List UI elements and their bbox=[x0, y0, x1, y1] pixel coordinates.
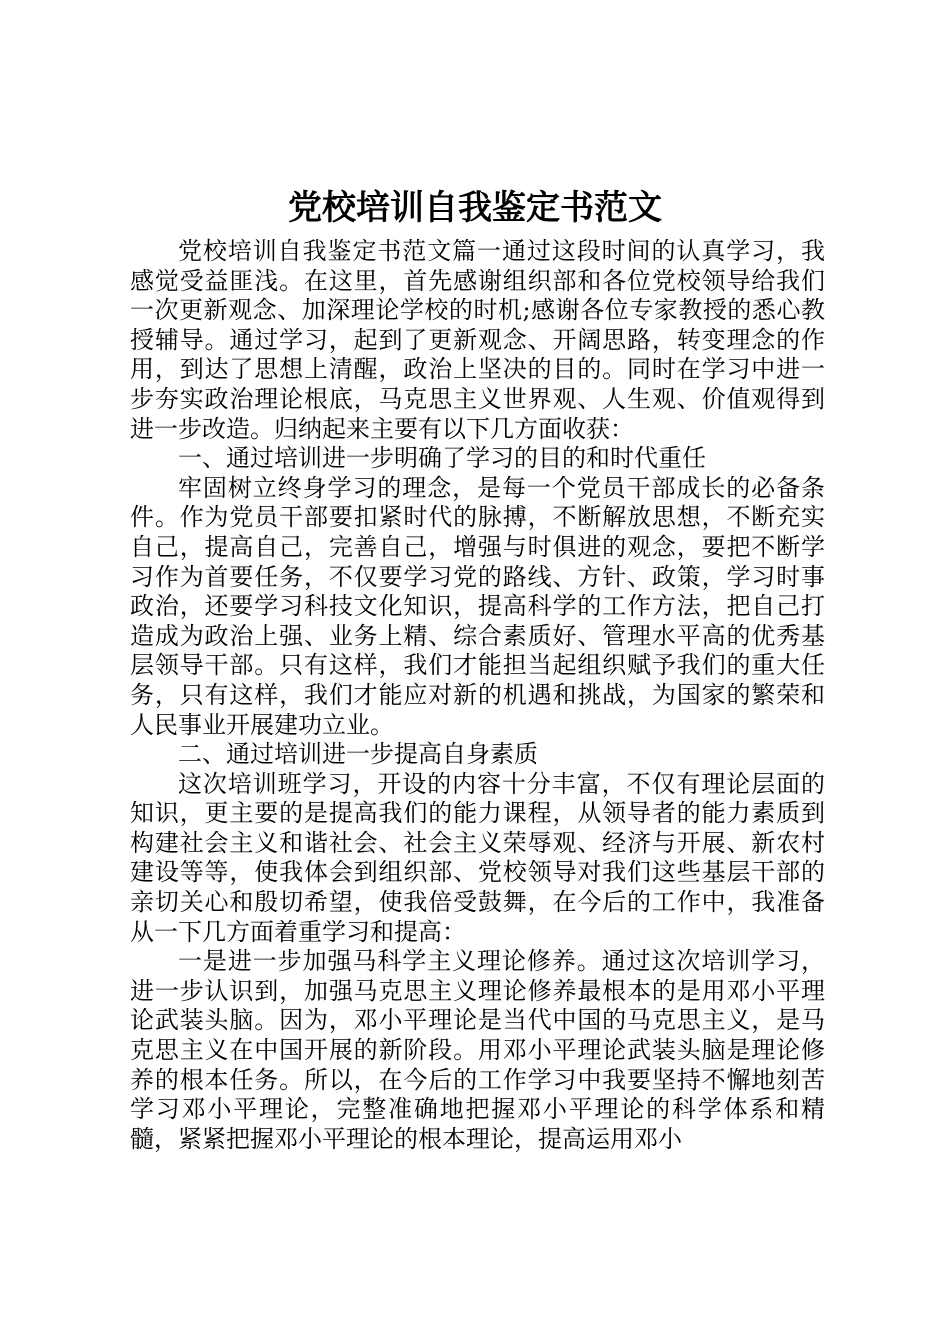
intro-paragraph: 党校培训自我鉴定书范文篇一通过这段时间的认真学习，我感觉受益匪浅。在这里，首先感谢组织部和各位党校领导给我们一次更新观念、加深理论学校的时机;感谢各位专家教授的悉心教授辅导。通过学习，起到了更新观念、开阔思路，转变理念的作用，到达了思想上清醒，政治上坚决的目的。同时在学习中进一步夯实政治理论根底，马克思主义世界观、人生观、价值观得到进一步改造。归纳起来主要有以下几方面收获： bbox=[130, 237, 825, 443]
section-heading-2: 二、通过培训进一步提高自身素质 bbox=[178, 740, 538, 769]
section-1-paragraph: 牢固树立终身学习的理念，是每一个党员干部成长的必备条件。作为党员干部要扣紧时代的脉搏，不断解放思想，不断充实自己，提高自己，完善自己，增强与时俱进的观念，要把不断学习作为首要任务，不仅要学习党的路线、方针、政策，学习时事政治，还要学习科技文化知识，提高科学的工作方法，把自己打造成为政治上强、业务上精、综合素质好、管理水平高的优秀基层领导干部。只有这样，我们才能担当起组织赋予我们的重大任务，只有这样，我们才能应对新的机遇和挑战，为国家的繁荣和人民事业开展建功立业。 bbox=[130, 473, 825, 739]
document-body bbox=[130, 237, 825, 1154]
point-1-paragraph: 一是进一步加强马科学主义理论修养。通过这次培训学习，进一步认识到，加强马克思主义理论修养最根本的是用邓小平理论武装头脑。因为，邓小平理论是当代中国的马克思主义，是马克思主义在中国开展的新阶段。用邓小平理论武装头脑是理论修养的根本任务。所以，在今后的工作学习中我要坚持不懈地刻苦学习邓小平理论，完整准确地把握邓小平理论的科学体系和精髓，紧紧把握邓小平理论的根本理论，提高运用邓小 bbox=[130, 947, 825, 1153]
document-title: 党校培训自我鉴定书范文 bbox=[288, 188, 662, 228]
section-2-paragraph: 这次培训班学习，开设的内容十分丰富，不仅有理论层面的知识，更主要的是提高我们的能力课程，从领导者的能力素质到构建社会主义和谐社会、社会主义荣辱观、经济与开展、新农村建设等等，使我体会到组织部、党校领导对我们这些基层干部的亲切关心和殷切希望，使我倍受鼓舞，在今后的工作中，我准备从一下几方面着重学习和提高： bbox=[130, 769, 825, 946]
section-heading-1: 一、通过培训进一步明确了学习的目的和时代重任 bbox=[178, 444, 706, 473]
